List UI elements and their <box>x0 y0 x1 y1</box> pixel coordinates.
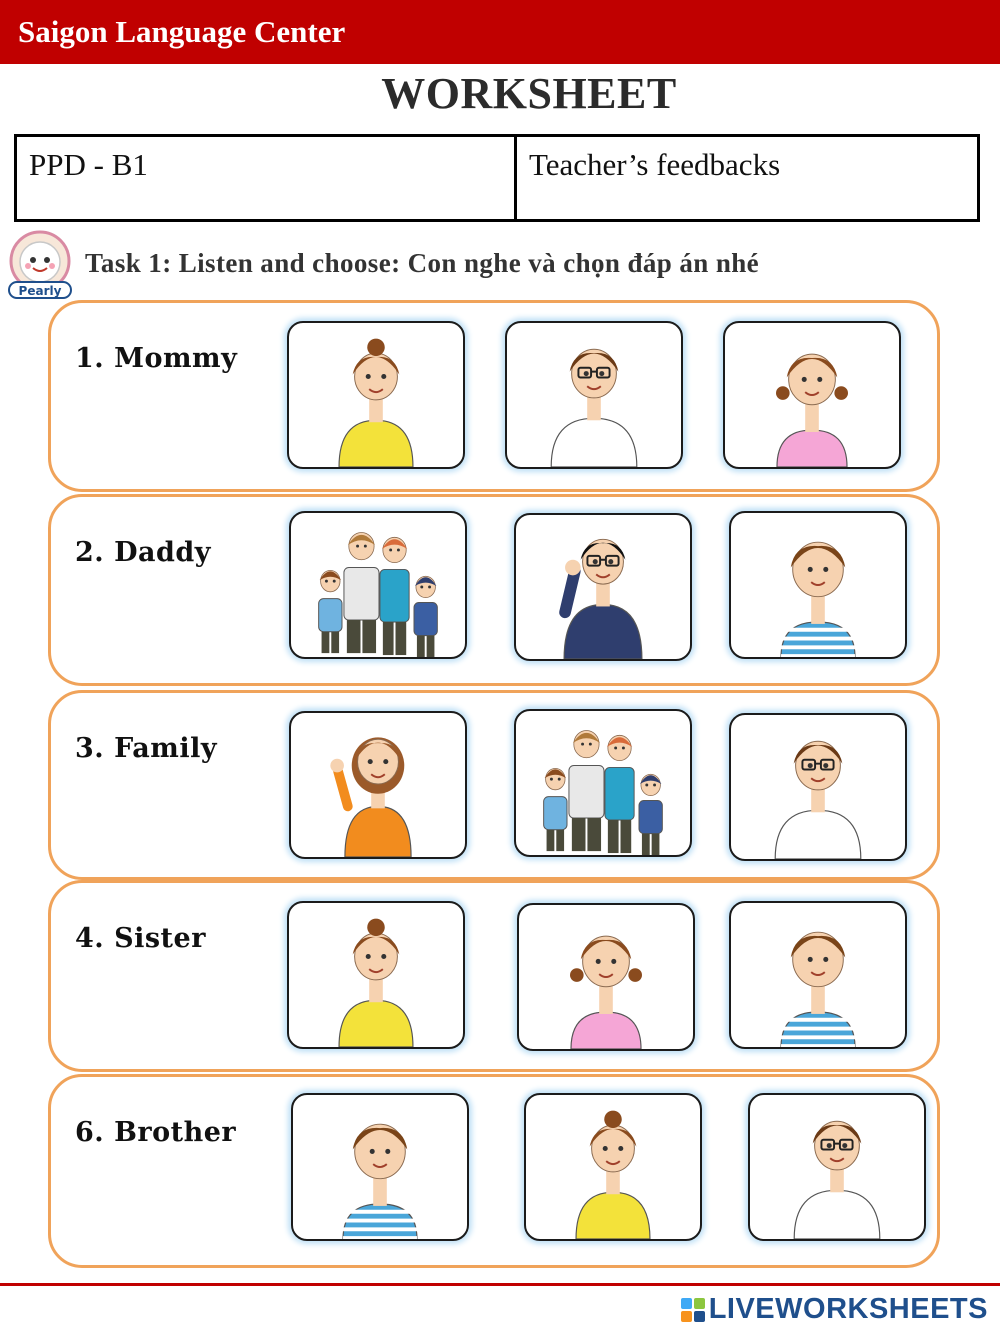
footer-brand: LIVEWORKSHEETS <box>708 1293 988 1325</box>
question-row-3 <box>48 690 940 880</box>
family-icon <box>291 513 465 657</box>
option-card[interactable] <box>291 1093 469 1241</box>
dad-icon <box>731 715 905 859</box>
page-title: WORKSHEET <box>381 69 677 118</box>
dad-icon <box>507 323 681 467</box>
liveworksheets-logo[interactable] <box>681 1293 988 1326</box>
option-card[interactable] <box>289 711 467 859</box>
question-label: 4. Sister <box>75 923 206 954</box>
brother-icon <box>293 1095 467 1239</box>
header-bar <box>0 0 1000 64</box>
option-card[interactable] <box>748 1093 926 1241</box>
question-label: 6. Brother <box>75 1117 237 1148</box>
option-card[interactable] <box>505 321 683 469</box>
class-code: PPD - B1 <box>29 147 148 182</box>
question-label: 3. Family <box>75 733 218 764</box>
footer-line <box>0 1283 1000 1286</box>
woman-waving-icon <box>291 713 465 857</box>
question-row-2 <box>48 494 940 686</box>
mom-icon <box>526 1095 700 1239</box>
brother-icon <box>731 903 905 1047</box>
option-card[interactable] <box>287 321 465 469</box>
logo-grid-icon <box>681 1298 705 1322</box>
option-card[interactable] <box>723 321 901 469</box>
option-card[interactable] <box>514 709 692 857</box>
dad-icon <box>750 1095 924 1239</box>
option-card[interactable] <box>729 713 907 861</box>
option-card[interactable] <box>287 901 465 1049</box>
family-icon <box>516 711 690 855</box>
option-card[interactable] <box>289 511 467 659</box>
task-instruction: Task 1: Listen and choose: Con nghe và chọn đáp án nhé <box>85 248 760 278</box>
question-label: 2. Daddy <box>75 537 211 568</box>
question-row-4 <box>48 880 940 1072</box>
feedback-label: Teacher’s feedbacks <box>529 147 781 182</box>
question-label: 1. Mommy <box>75 343 238 374</box>
option-card[interactable] <box>514 513 692 661</box>
option-card[interactable] <box>729 901 907 1049</box>
brother-icon <box>731 513 905 657</box>
grandpa-icon <box>516 515 690 659</box>
option-card[interactable] <box>729 511 907 659</box>
sister-icon <box>519 905 693 1049</box>
question-row-5 <box>48 1074 940 1268</box>
option-card[interactable] <box>524 1093 702 1241</box>
option-card[interactable] <box>517 903 695 1051</box>
mascot-label: Pearly <box>18 284 62 298</box>
mom-icon <box>289 323 463 467</box>
info-table <box>14 134 980 222</box>
mom-icon <box>289 903 463 1047</box>
question-row-1 <box>48 300 940 492</box>
class-code-cell <box>17 137 517 219</box>
pearly-mascot-icon <box>3 228 77 302</box>
feedback-cell <box>517 137 977 219</box>
sister-icon <box>725 323 899 467</box>
center-name: Saigon Language Center <box>18 14 346 49</box>
